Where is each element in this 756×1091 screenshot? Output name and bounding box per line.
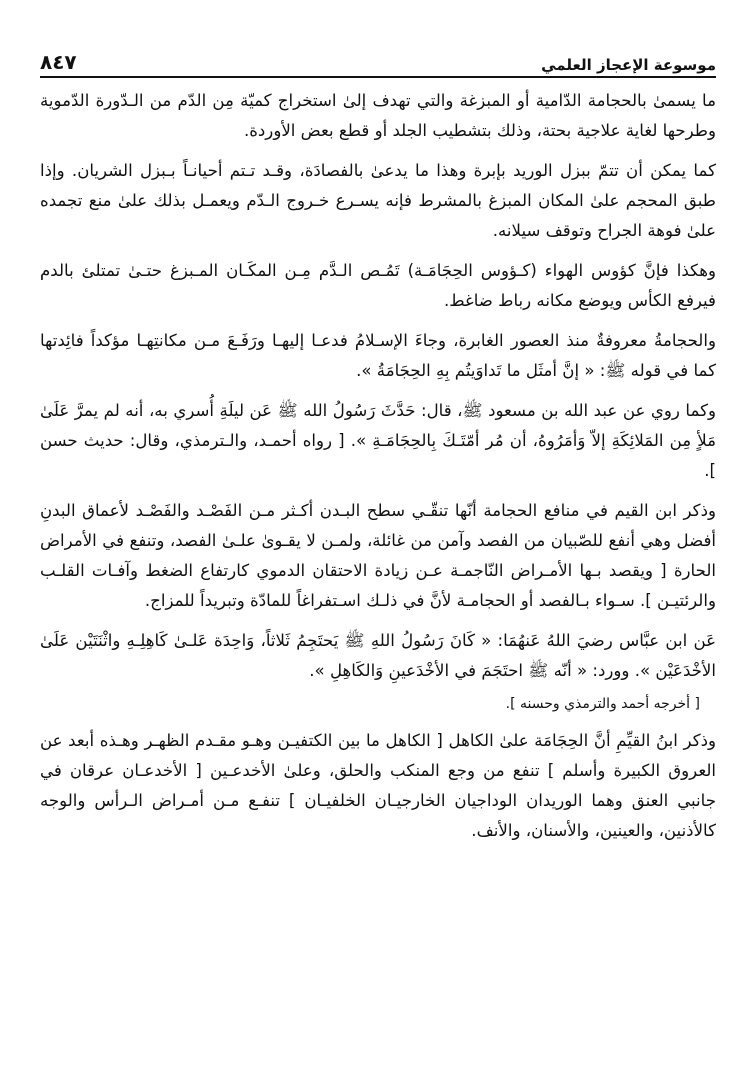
paragraph-7: عَن ابن عبَّاس رضيَ اللهُ عَنهُمَا: « كَانَ رَسُولُ اللهِ ﷺ يَحتَجِمُ ثَلاثاً، وَاحِدَة عَلـىٰ كَاهِلِـهِ واثْنَتَيْن عَلَىٰ الأخْدَعَيْن ». وورد: « أنّه ﷺ احتَجَمَ في الأخْدَعينِ وَالكَاهِلِ ». xyxy=(40,631,716,680)
page-number: ٨٤٧ xyxy=(40,50,77,74)
hadith-reference: [ أخرجه أحمد والترمذي وحسنه ]. xyxy=(505,696,700,712)
page-header xyxy=(40,40,716,78)
paragraph-2: كما يمكن أن تتمّ ببزل الوريد بإبرة وهذا ما يدعىٰ بالفصادَة، وقـد تـتم أحيانـاً بـبزل الشريان. وإذا طبق المحجم علىٰ المكان المبزغ بالمشرط فإنه يسـرع خـروج الـدّم ويعمـل بذلك علىٰ منع تجمده علىٰ فوهة الجراح وتوقف سيلانه. xyxy=(40,161,716,240)
paragraph-6: وذكر ابن القيم في منافع الحجامة أنّها تنقّـي سطح البـدن أكـثر مـن الفَصْـد والفَصْـد لأعماق البدنِ أفضل وهي أنفع للصّبيان من الفصد وآمن من غائلة، ولمـن لا يقـوىٰ علـىٰ الفصد، وتنفع في الأمراض الحارة [ ويقصد بـها الأمـراض النّاجمـة عـن زيادة الاحتقان الدموي كارتفاع الضغط وآفـات القلـب والرئتيـن ]. سـواء بـالفصد أو الحجامـة لأنَّ في ذلـك اسـتفراغاً للمادّة وتبريداً للمزاج. xyxy=(40,501,716,610)
page xyxy=(40,40,716,1067)
paragraph-1: ما يسمىٰ بالحجامة الدّامية أو المبزغة والتي تهدف إلىٰ استخراج كميّة مِن الدّم من الـدّورة الدّموية وطرحها لغاية علاجية بحتة، وذلك بتشطيب الجلد أو قطع بعض الأوردة. xyxy=(40,91,716,140)
page-body xyxy=(40,86,716,846)
paragraph-4: والحجامةُ معروفةٌ منذ العصور الغابرة، وجاءَ الإسـلامُ فدعـا إليهـا ورَفَـعَ مـن مكانتِهـا مؤكداً فائِدتها كما في قوله ﷺ: « إنَّ أمثَل ما تَداوَيتُم بِهِ الحِجَامَةُ ». xyxy=(40,331,716,380)
paragraph-3: وهكذا فإنَّ كؤوس الهواء (كـؤوس الحِجَامَـة) تَمُـص الـدَّم مِـن المكَـان المـبزغ حتـىٰ تمتلئ بالدم فيرفع الكأس ويوضع مكانه رباط ضاغط. xyxy=(40,261,716,310)
book-title: موسوعة الإعجاز العلمي xyxy=(541,56,716,74)
paragraph-5: وكما روي عن عبد الله بن مسعود ﷺ، قال: حَدَّثَ رَسُولُ الله ﷺ عَن ليلَةِ أُسري به، أنه لم يمرَّ عَلَىٰ مَلأٍ مِن المَلائِكَةِ إلاّ وَأمَرُوهُ، أن مُر أمّتَـكَ بِالحِجَامَـةِ ». [ رواه أحمـد، والـترمذي، وقال: حديث حسن ]. xyxy=(40,401,716,480)
paragraph-8: وذكر ابنُ القيِّمِ أنَّ الحِجَامَة علىٰ الكاهل [ الكاهل ما بين الكتفيـن وهـو مقـدم الظهـر وهـذه أبعد عن العروق الكبيرة وأسلم ] تنفع من وجع المنكب والحلق، وعلىٰ الأخدعـين [ الأخدعـان عرقان في جانبي العنق وهما الوريدان الوداجيان الخارجيـان الخلفيـان ] تنفـع مـن أمـراض الـرأس والوجه كالأذنين، والعينين، والأسنان، والأنف. xyxy=(40,731,716,840)
